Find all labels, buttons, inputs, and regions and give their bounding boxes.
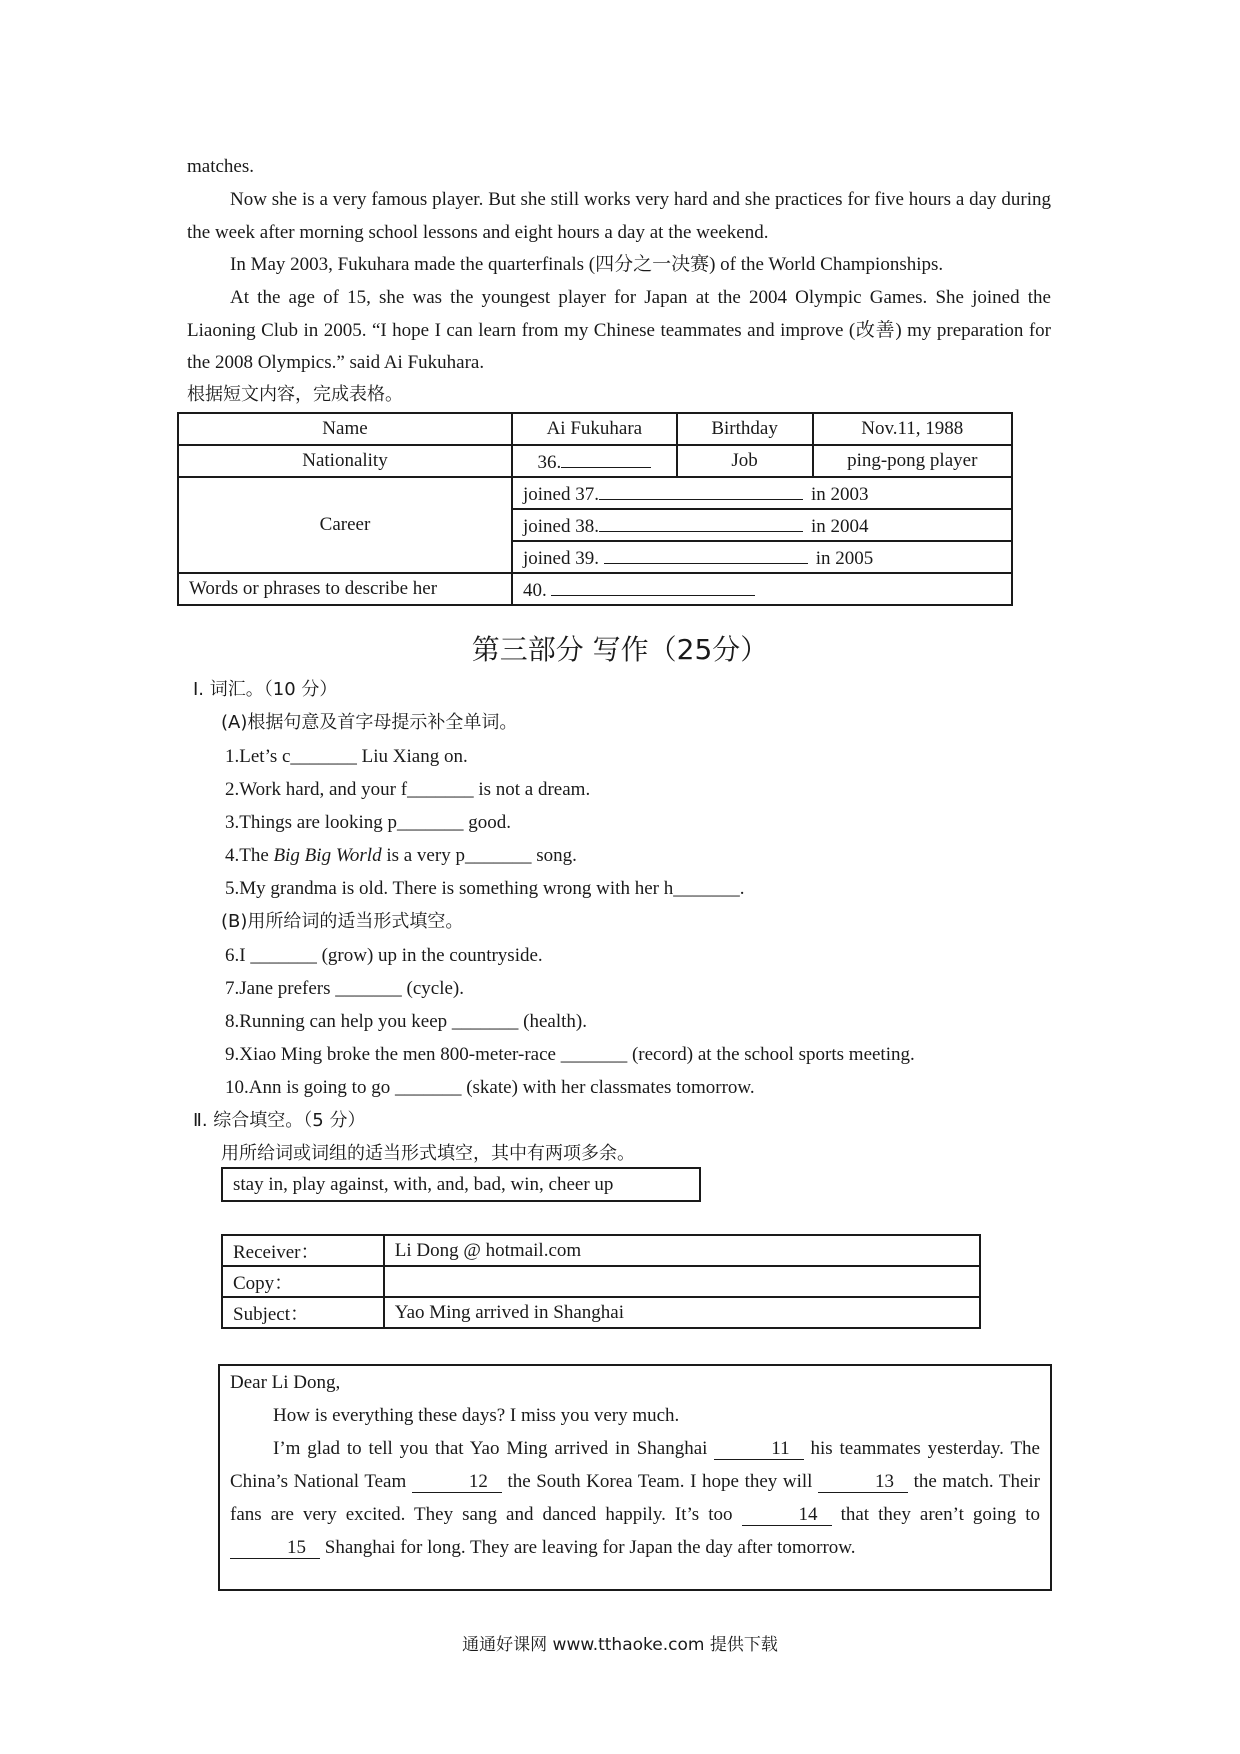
blank-13[interactable]: 13 <box>818 1472 908 1493</box>
letter-text: the match. Their fans are very excited. They sang and danced happily. It’s too <box>230 1471 1040 1525</box>
career-row-39 <box>512 541 1012 573</box>
table-row <box>178 413 1012 445</box>
table-row <box>178 573 1012 605</box>
vocab-heading: Ⅰ. 词汇。（10 分） <box>193 679 338 700</box>
receiver-label: Receiver： <box>222 1235 384 1266</box>
table-row <box>178 477 1012 509</box>
email-header-table <box>221 1234 981 1329</box>
birthday-value: Nov.11, 1988 <box>813 413 1013 445</box>
vocab-item-1: 1.Let’s c_______ Liu Xiang on. <box>225 746 468 767</box>
passage-paragraph-3: At the age of 15, she was the youngest player for Japan at the 2004 Olympic Games. She joined the Liaoning Club in 2005. “I hope I can learn from my Chinese teammates and improve (改善) my preparation for the 2008 Olympics.” said Ai Fukuhara. <box>187 287 1051 373</box>
vocab-item-8: 8.Running can help you keep _______ (health). <box>225 1011 587 1032</box>
nationality-cell <box>512 445 677 477</box>
words-number: 40. <box>522 580 547 601</box>
words-label: Words or phrases to describe her <box>178 573 512 605</box>
career-label: Career <box>178 477 512 573</box>
answer-blank-37[interactable] <box>599 480 803 500</box>
blank-12[interactable]: 12 <box>412 1472 502 1493</box>
name-value: Ai Fukuhara <box>512 413 677 445</box>
copy-value <box>384 1266 980 1297</box>
words-cell <box>512 573 1012 605</box>
career-prefix: joined 38. <box>522 516 599 537</box>
vocab-item-10: 10.Ann is going to go _______ (skate) with her classmates tomorrow. <box>225 1077 755 1098</box>
letter-box <box>218 1364 1052 1591</box>
name-label: Name <box>178 413 512 445</box>
subject-label: Subject： <box>222 1297 384 1328</box>
job-label: Job <box>677 445 813 477</box>
letter-greeting: Dear Li Dong, <box>230 1372 341 1393</box>
cloze-heading: Ⅱ. 综合填空。（5 分） <box>193 1110 366 1131</box>
table-row <box>178 445 1012 477</box>
vocab-part-b-instruction: (B)用所给词的适当形式填空。 <box>221 911 464 932</box>
profile-table <box>177 412 1013 606</box>
letter-text: that they aren’t going to <box>840 1504 1040 1525</box>
word-bank: stay in, play against, with, and, bad, win, cheer up <box>221 1167 701 1202</box>
table-row <box>222 1297 980 1328</box>
vocab-item-9: 9.Xiao Ming broke the men 800-meter-race _______ (record) at the school sports meeting. <box>225 1044 915 1065</box>
item4-prefix: 4.The <box>225 845 274 866</box>
career-row-37 <box>512 477 1012 509</box>
passage-fragment: matches. <box>187 156 255 177</box>
table-instruction: 根据短文内容，完成表格。 <box>187 384 403 405</box>
receiver-value: Li Dong @ hotmail.com <box>384 1235 980 1266</box>
table-row <box>222 1235 980 1266</box>
answer-blank-39[interactable] <box>604 544 808 564</box>
letter-text: I’m glad to tell you that Yao Ming arrived in Shanghai <box>273 1438 708 1459</box>
birthday-label: Birthday <box>677 413 813 445</box>
letter-text: Shanghai for long. They are leaving for Japan the day after tomorrow. <box>324 1537 856 1558</box>
answer-blank-36[interactable] <box>561 448 651 468</box>
passage-paragraph-1: Now she is a very famous player. But she still works very hard and she practices for five hours a day during the week after morning school lessons and eight hours a day at the weekend. <box>187 189 1051 243</box>
blank-15[interactable]: 15 <box>230 1538 320 1559</box>
table-row <box>222 1266 980 1297</box>
vocab-item-6: 6.I _______ (grow) up in the countryside. <box>225 945 543 966</box>
cloze-instruction: 用所给词或词组的适当形式填空，其中有两项多余。 <box>221 1143 635 1164</box>
blank-14[interactable]: 14 <box>742 1505 832 1526</box>
career-row-38 <box>512 509 1012 541</box>
answer-blank-40[interactable] <box>551 576 755 596</box>
vocab-part-a-instruction: (A)根据句意及首字母提示补全单词。 <box>221 712 518 733</box>
nationality-number: 36. <box>537 452 562 473</box>
copy-label: Copy： <box>222 1266 384 1297</box>
career-year: in 2004 <box>810 516 869 537</box>
letter-body <box>230 1432 1040 1564</box>
blank-11[interactable]: 11 <box>714 1439 803 1460</box>
career-prefix: joined 39. <box>522 548 599 569</box>
answer-blank-38[interactable] <box>599 512 803 532</box>
page-footer: 通通好课网 www.tthaoke.com 提供下载 <box>462 1635 778 1655</box>
section-title: 第三部分 写作（25分） <box>471 633 769 666</box>
subject-value: Yao Ming arrived in Shanghai <box>384 1297 980 1328</box>
vocab-item-3: 3.Things are looking p_______ good. <box>225 812 512 833</box>
letter-text: his teammates yesterday. The China’s National Team <box>230 1438 1040 1492</box>
letter-line-1: How is everything these days? I miss you very much. <box>273 1405 680 1426</box>
job-value: ping-pong player <box>813 445 1013 477</box>
career-year: in 2005 <box>815 548 874 569</box>
vocab-item-4 <box>225 844 577 868</box>
song-title: Big Big World <box>273 845 382 866</box>
letter-text: the South Korea Team. I hope they will <box>507 1471 813 1492</box>
nationality-label: Nationality <box>178 445 512 477</box>
career-year: in 2003 <box>810 484 869 505</box>
vocab-item-2: 2.Work hard, and your f_______ is not a dream. <box>225 779 591 800</box>
vocab-item-7: 7.Jane prefers _______ (cycle). <box>225 978 464 999</box>
item4-suffix: is a very p_______ song. <box>381 845 577 866</box>
vocab-item-5: 5.My grandma is old. There is something wrong with her h_______. <box>225 878 745 899</box>
passage-paragraph-2: In May 2003, Fukuhara made the quarterfinals (四分之一决赛) of the World Championships. <box>230 254 944 275</box>
career-prefix: joined 37. <box>522 484 599 505</box>
